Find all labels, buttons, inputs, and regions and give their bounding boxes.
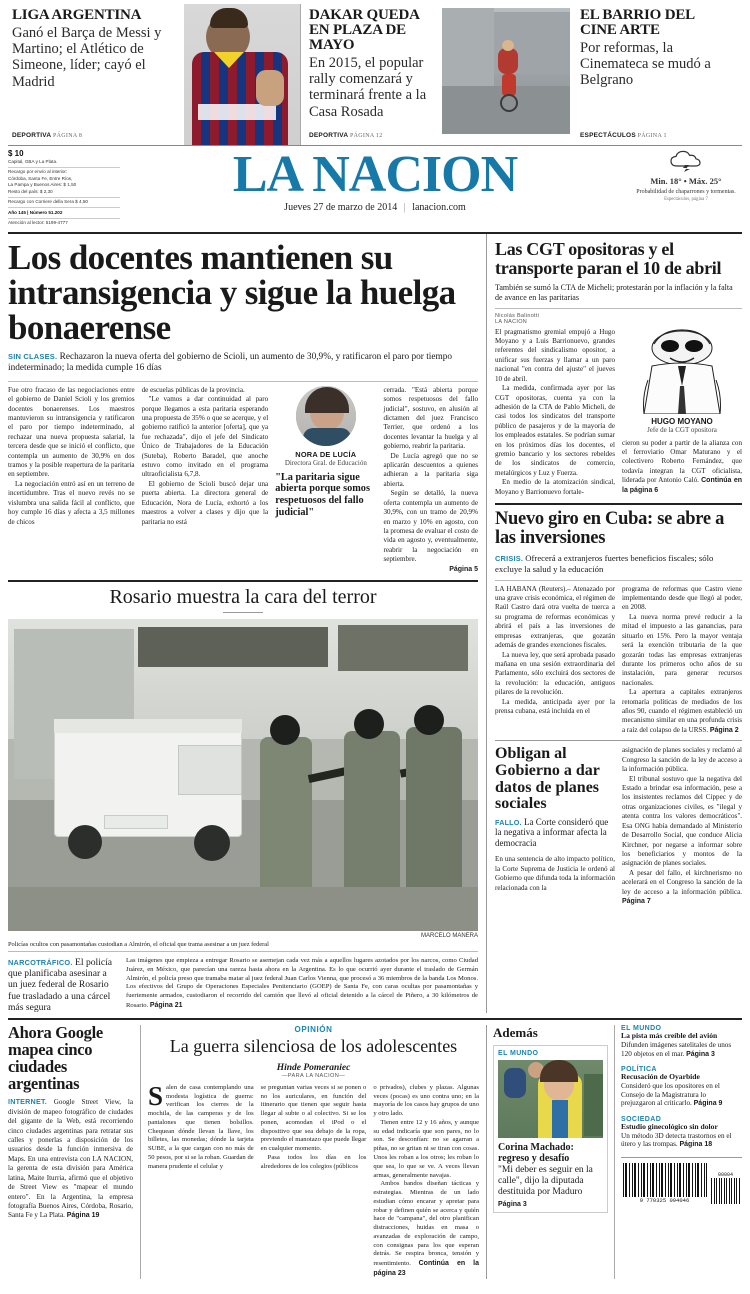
surcharge-line3: Resto del país: $ 2,30 xyxy=(8,188,53,194)
teaser-subtitle: Ganó el Barça de Messi y Martino; el Atlético de Simeone, líder; cayó el Madrid xyxy=(12,25,162,90)
paragraph: LA HABANA (Reuters).– Atenazado por una grave crisis económica, el régimen de Raúl Castro dará otra vuelta de tuerca a su programa de reformas económicas y abrirá el país a las inversiones de empresas extranjeras, que gozarán además de grandes exenciones fiscales. xyxy=(495,584,615,650)
barcode-number: 9 770325 094046 xyxy=(639,1196,690,1204)
paragraph: Tienen entre 12 y 16 años, y aunque su edad indicaría que son pares, no lo son. Se desconfían: no se agarran a piñas, no se gritan ni se tiran con cosas. Unos les roban a los otros; les roban lo que sea, lo que se ve. A veces llevan armas, generalmente navajas. xyxy=(373,1118,480,1179)
barcode-side-number: 00004 xyxy=(717,1171,733,1178)
paragraph: La medida, confirmada ayer por las CGT opositoras, cuenta ya con la adhesión de la CTA de Pablo Micheli, de casi todos los sindicatos del transporte público de pasajeros y de la mayoría de los empleados estatales. Se podrían sumar en los próximos días los docentes, el gremio bancario y los sectores rebeldes de los sindicatos de comercio, metalúrgicos y Luz y Fuerza. xyxy=(495,384,615,477)
opinion-headline[interactable]: La guerra silenciosa de los adolescentes xyxy=(169,1036,458,1057)
paragraph: Según se detalló, la nueva oferta contempla un aumento de 30,9%, con un tramo de 20,9% en marzo y 10% en agosto, con la promesa de evaluar el costo de vida en agosto y, eventualmente, reabrir la negociación en septiembre. xyxy=(383,489,478,564)
paragraph: "Le vamos a dar continuidad al paro porque llegamos a esta paritaria esperando una propuesta de 35% o que se acerque, y el gobierno ratificó la anterior [oferta], que ya fue rechazada", dijo el jefe del Sindicato Único de Trabajadores de la Educación (Suteba), Roberto Baradel, que anoche estuvo como invitado en el programa ultraoficialista 6,7,8. xyxy=(141,395,269,479)
google-page-ref[interactable]: Página 19 xyxy=(66,1212,100,1220)
rosario-headline[interactable]: Rosario muestra la cara del terror xyxy=(109,585,377,608)
teaser-page: PÁGINA 12 xyxy=(350,133,383,139)
paragraph: El pragmatismo gremial empujó a Hugo Moyano y a Luis Barrionuevo, grandes referentes del sindicalismo opositor, a unificar sus fuerzas y llamar a un paro nacional "en contra del ajuste" el jueves 10 de abril. xyxy=(495,327,615,383)
brief-headline: La pista más creíble del avión xyxy=(621,1031,718,1041)
paragraph: programa de reformas que Castro viene implementando desde que llegó al poder, en 2008. xyxy=(622,584,742,612)
portrait-quote: "La paritaria sigue abierta porque somos respetuosos del fallo judicial" xyxy=(275,471,370,518)
opinion-column-2 xyxy=(261,1084,367,1279)
brief-body: Difunden imágenes satelitales de unos 120 objetos en el mar. xyxy=(621,1041,732,1058)
barcode-block xyxy=(621,1157,742,1204)
cuba-deck-text: Ofrecerá a extranjeros fuertes beneficios fiscales; sólo excluye la salud y la educación xyxy=(495,553,714,575)
teaser-cine-arte[interactable] xyxy=(576,4,726,145)
teaser-title: LIGA ARGENTINA xyxy=(12,7,142,23)
lead-headline[interactable]: Los docentes mantienen su intransigencia y sigue la huelga bonaerense xyxy=(8,238,456,347)
planes-page-ref[interactable]: Página 7 xyxy=(622,898,651,906)
brief-section: EL MUNDO xyxy=(621,1025,662,1033)
paragraph: o privados), clubes y plazas. Algunas veces (pocas) es uno contra uno; en la mayoría de los casos hay grupos de uno y otro lado. xyxy=(373,1083,480,1118)
paragraph xyxy=(8,1097,133,1220)
teaser-title: DAKAR QUEDA EN PLAZA DE MAYO xyxy=(309,7,419,53)
nora-de-lucia-box xyxy=(275,386,376,574)
masthead xyxy=(8,146,742,230)
weather-block xyxy=(630,150,742,203)
cover-price: $ 10 xyxy=(8,149,24,158)
cgt-headline[interactable]: Las CGT opositoras y el transporte paran el 10 de abril xyxy=(495,239,722,278)
cartoon-hugo-moyano xyxy=(634,328,730,414)
teaser-dakar[interactable] xyxy=(300,4,436,145)
masthead-center xyxy=(120,146,630,213)
brief-page-ref[interactable]: Página 9 xyxy=(693,1100,723,1108)
brief-body: Un método 3D detecta trastornos en el útero y las trompas. xyxy=(621,1131,732,1149)
surcharge-line1: Córdoba, Santa Fe, Entre Ríos, xyxy=(8,175,73,181)
reader-service: Atención al lector: 5199-4777 xyxy=(8,220,68,226)
paragraph xyxy=(622,688,742,735)
google-headline[interactable]: Ahora Google mapea cinco ciudades argentinas xyxy=(8,1023,103,1093)
teaser-footer xyxy=(580,131,667,139)
brief-page-ref[interactable]: Página 3 xyxy=(686,1050,715,1058)
right-column xyxy=(486,234,742,1013)
planes-right xyxy=(622,746,742,906)
lead-deck-text: Rechazaron la nueva oferta del gobierno de Scioli, un aumento de 30,9%, y ratificaron el paro por tiempo indeterminado; la medida cumple 16 días xyxy=(8,352,453,374)
year-issue: Año 145 | Número 51.202 xyxy=(8,209,63,215)
opinion-author: Hinde Pomeraniec xyxy=(276,1062,351,1073)
brief-headline: Estudio ginecológico sin dolor xyxy=(621,1121,718,1131)
card-subtitle: "Mi deber es seguir en la calle", dijo la diputada destituida por Maduro xyxy=(498,1165,593,1197)
google-body: Google Street View, la división de mapeo fotográfico de ciudades del gigante de la Web, está recorriendo cinco ciudades argentinas para retratar sus calles y ponerlas a disposición de los usuarios desde la función inmersiva de Maps. En una entrevista con LA NACION, la gerenta de esta división para América latina, Maite Iturria, afirmó que el objetivo de Street View es "mapear el mundo entero". En la Argentina, la empresa fotografía Buenos Aires, Córdoba, Rosario, Santa Fe y La Plata. xyxy=(8,1098,133,1220)
cuba-column-1 xyxy=(495,585,615,736)
paragraph: Salen de casa contemplando una modesta logística de guerra: verifican los cierres de la mochila, de las camperas y de los pantalones que tienen bolsillos. Chequean dónde llevan la llave, los billetes, las monedas; dónde la tarjeta SUBE, a la que cargan con no más de 50 pesos, por si se la roban. Guardan de manera prudente el celular y xyxy=(148,1080,254,1170)
paragraph: se preguntan varias veces si se ponen o no los auriculares, en función del itinerario que tienen que seguir hasta llegar al subte o al colectivo. Si se los ponen, acomodan el iPod o el dispositivo que sea debajo de la ropa, previendo el manotazo que puede llegar en cualquier momento. xyxy=(260,1083,367,1153)
paragraph: El tribunal sostuvo que la negativa del Estado a brindar esa información, pese a los insistentes reclamos del Cippec y de otras organizaciones civiles, es "ilegal y atenta contra los valores democráticos". Esa ONG había demandado al Ministerio de Desarrollo Social, que conduce Alicia Kirchner, por negarse a informar sobre los beneficiarios y montos de la asignación de planes sociales. xyxy=(622,774,742,868)
paragraph xyxy=(622,439,742,496)
planes-kicker: FALLO. xyxy=(495,817,522,827)
rosario-lead-text: El policía que planificaba asesinar a un juez federal de Rosario fue trasladado a una cárcel más segura xyxy=(8,956,113,1013)
opinion-body xyxy=(148,1080,480,1279)
surcharge-line2: La Pampa y Buenos Aires: $ 1,50 xyxy=(8,182,77,188)
teaser-section: DEPORTIVA xyxy=(12,132,52,139)
moyano-caricature-icon xyxy=(634,328,730,414)
paragraph: Fue otro fracaso de las negociaciones entre el gobierno de Daniel Scioli y los gremios docentes bonaerenses. Los maestros mantuvieron su intransigencia y ratificaron el paro por tiempo indeterminado, al rechazar una nueva propuesta salarial, la tercera desde que se inició el conflicto, que contempla un aumento de 30,9% en dos tramos y la posible reapertura de la paritaria en septiembre. xyxy=(8,385,135,479)
teaser-subtitle: En 2015, el popular rally comenzará y terminará frente a la Casa Rosada xyxy=(309,55,427,120)
corriere-surcharge: Recargo con Corriere della Sera $ 4,50 xyxy=(8,199,88,205)
weather-temperatures: Min. 18° • Máx. 25° xyxy=(650,176,722,187)
cuba-page-ref[interactable]: Página 2 xyxy=(709,726,739,734)
card-page-ref[interactable]: Página 3 xyxy=(498,1201,527,1209)
card-photo-corina xyxy=(498,1060,603,1138)
brief-text xyxy=(621,1082,742,1109)
logo-la-nacion: LA NACION xyxy=(232,146,518,203)
brief-text xyxy=(621,1132,742,1150)
teaser-page: PÁGINA 8 xyxy=(53,133,83,139)
cuba-column-2 xyxy=(622,585,742,736)
paragraph: Las imágenes que empieza a entregar Rosario se asemejan cada vez más a aquellos lugares azotados por los narcos, como Ciudad Juárez, en México, que parecían una rareza hasta ahora en la Argentina. Es lo que ocurrió ayer durante el traslado de Germán Almirón, el policía preso que tramaba matar al juez federal Juan Carlos Vienna, que procesó a 36 miembros de la banda Los Monos. Los efectivos del Grupo de Operaciones Especiales Penitenciario (GOEP) de Santa Fe, con caras ocultas por pasamontañas y fuertemente armados, custodiaron el recorrido del camión que llevó al oficial detenido a la cárcel de Piñero, a 30 kilómetros de Rosario. xyxy=(126,956,478,1010)
portrait-photo-nora xyxy=(296,386,356,446)
photo-credit: MARCELO MANERA xyxy=(420,932,478,939)
top-teaser-strip xyxy=(8,0,742,146)
byline-org: LA NACION xyxy=(495,318,528,325)
ademas-card[interactable] xyxy=(493,1045,608,1213)
teaser-page: PÁGINA 1 xyxy=(637,133,667,139)
lead-column-2 xyxy=(142,386,269,574)
card-headline: Corina Machado: regreso y desafío xyxy=(498,1142,574,1165)
lead-column-1 xyxy=(8,386,135,574)
brief-section: POLÍTICA xyxy=(621,1066,657,1074)
teaser-section: DEPORTIVA xyxy=(309,132,349,139)
paragraph: De Lucía agregó que no se aplicarán descuentos a quienes adhieran a la paritaria sigа abierta. xyxy=(383,451,478,488)
byline-name: Nicolás Balinotti xyxy=(495,312,540,319)
cuba-article xyxy=(495,503,742,735)
weather-source: Espectáculos, página 7 xyxy=(664,196,708,202)
lead-body xyxy=(8,381,478,574)
paragraph: La negociación entró así en un terreno de incertidumbre. Tras el nuevo revés no se vislumbra una salida fácil al conflicto, que hoy cumple 16 días y afecta a 3,5 millones de chicos xyxy=(8,479,135,526)
price-info-block xyxy=(8,150,120,227)
paragraph-text: La apertura a capitales extranjeros retomaría políticas de mediados de los años 90, cuando el régimen estableció un mecanismo similar en una profunda crisis a raíz del colapso de la URSS. xyxy=(622,688,742,734)
rosario-page-ref[interactable]: Página 21 xyxy=(149,1002,183,1010)
paragraph: La nueva ley, que será aprobada pasado mañana en una sesión extraordinaria del Parlamento, sólo excluirá dos sectores de la revolución: la educación, antiguos pilares de la revolución. xyxy=(495,650,615,697)
cuba-deck xyxy=(495,553,742,579)
planes-deck xyxy=(495,817,615,849)
cuba-kicker: CRISIS. xyxy=(495,554,524,564)
brief-sociedad[interactable] xyxy=(621,1116,742,1150)
brief-politica[interactable] xyxy=(621,1066,742,1109)
teaser-subtitle: Por reformas, la Cinemateca se mudó a Belgrano xyxy=(580,40,711,89)
portrait-role: Directora Gral. de Educación xyxy=(284,458,367,467)
paragraph: Pasa todos los días en los alrededores de los colegios (públicos xyxy=(260,1153,367,1170)
paragraph: de escuelas públicas de la provincia. xyxy=(141,385,245,394)
rosario-lead xyxy=(8,957,118,1013)
paragraph-text: cieron su poder a partir de la alianza con el ferroviario Omar Maturano y el colectivero Roberto Fernández, que todavía integran la CGT oficialista, liderada por Antonio Caló. xyxy=(622,438,742,485)
publication-date: Jueves 27 de marzo de 2014 xyxy=(284,201,398,213)
teaser-title: EL BARRIO DEL CINE ARTE xyxy=(580,7,695,38)
website-url[interactable]: lanacion.com xyxy=(412,201,466,213)
ademas-title: Además xyxy=(493,1025,538,1041)
google-kicker: INTERNET. xyxy=(8,1097,47,1107)
opinion-tag: OPINIÓN xyxy=(294,1025,333,1035)
weather-description: Probabilidad de chaparrones y tormentas. xyxy=(636,188,736,195)
paragraph-text: A pesar del fallo, el kirchnerismo no acelerará en el Congreso la sanción de la ley de acceso a la información pública. xyxy=(622,868,742,896)
planes-headline[interactable]: Obligan al Gobierno a dar datos de planes sociales xyxy=(495,745,600,813)
rosario-under xyxy=(8,952,478,1013)
bottom-strip xyxy=(8,1018,742,1279)
brief-headline: Recusación de Oyarbide xyxy=(621,1072,700,1082)
surcharge-label: Recargo por envío al interior: xyxy=(8,169,68,175)
opinion-continue[interactable]: Continúa en la página 23 xyxy=(373,1260,480,1277)
teaser-photo-cyclist xyxy=(442,8,570,134)
brief-page-ref[interactable]: Página 18 xyxy=(679,1141,713,1149)
cgt-column-1 xyxy=(495,328,615,498)
lead-column-3 xyxy=(383,386,478,574)
teaser-liga-argentina[interactable] xyxy=(8,4,184,145)
paragraph: La medida, anticipada ayer por la prensa cubana, está incluida en el xyxy=(495,697,615,716)
cartoon-role: Jefe de la CGT opositora xyxy=(647,425,717,434)
google-article xyxy=(8,1025,140,1279)
lead-kicker: SIN CLASES. xyxy=(8,352,58,361)
cgt-body xyxy=(495,328,742,498)
ademas-section xyxy=(486,1025,614,1279)
opinion-column-3 xyxy=(373,1084,479,1279)
main-content xyxy=(8,232,742,1013)
teaser-footer xyxy=(12,131,82,139)
lead-page-ref[interactable]: Página 5 xyxy=(449,565,478,573)
rosario-body xyxy=(126,957,478,1013)
paragraph: En una sentencia de alto impacto político, la Corte Suprema de Justicia le ordenó al Gobierno que difunda toda la información relacionada con la xyxy=(495,855,615,892)
paragraph xyxy=(622,869,742,907)
paragraph: La nueva norma prevé reducir a la mitad el impuesto a las ganancias, para situarlo en 15%. Pero la mayor ventaja será la exención tributaria de la que gozarán todas las empresas extranjeras durante los primeros ocho años de su instalación, para generar recursos nacionales. xyxy=(622,612,742,687)
barcode-addon xyxy=(711,1178,741,1204)
rosario-photo xyxy=(8,619,478,931)
brief-section: SOCIEDAD xyxy=(621,1115,662,1123)
price-area: Capital, GBA y La Plata. xyxy=(8,158,58,164)
paragraph: En medio de la atomización sindical, Moyano y Barrionuevo fortale- xyxy=(495,478,615,496)
briefs-column xyxy=(614,1025,742,1279)
portrait-name: NORA DE LUCÍA xyxy=(295,449,357,459)
planes-left xyxy=(495,746,615,906)
cgt-column-2 xyxy=(622,328,742,498)
teaser-footer xyxy=(309,131,383,139)
opinion-column-1 xyxy=(148,1080,254,1279)
teaser-section: ESPECTÁCULOS xyxy=(580,132,636,139)
brief-text xyxy=(621,1041,742,1059)
opinion-for: —PARA LA NACION— xyxy=(281,1072,346,1079)
cartoon-name: HUGO MOYANO xyxy=(651,416,713,426)
photo-caption: Policías ocultos con pasamontañas custodian a Almirón, el oficial que trama asesinar a un juez federal xyxy=(8,939,478,952)
lead-deck xyxy=(8,352,478,379)
paragraph: cerrada. "Está abierta porque somos respetuosos del fallo judicial", sostuvo, en alusión al dictamen del juez Francisco Terrier, que ordenó a los docentes levantar la huelga y al gobierno, reabrir la paritaria. xyxy=(383,385,478,451)
teaser-photo-messi xyxy=(184,4,300,145)
rosario-article xyxy=(8,580,478,1013)
paragraph: El gobierno de Scioli buscó dejar una puerta abierta. La directora general de Educación, Nora de Lucía, exhortó a los maestros a volver a clases y dijo que la paritaria no está xyxy=(141,479,269,526)
card-section: EL MUNDO xyxy=(498,1050,539,1058)
paragraph-text: Ambos bandos diseñan tácticas y estrategias. Mientras de un lado estudian cómo encarar y apretar para robar y definen quién se acerca y quién hace de "campana", del otro planifican distracciones, huidas en masa o avanzadas de exploración de campo, con consignas para los que esperan detrás. Se respira bronca, tensión y resentimiento. xyxy=(373,1180,480,1268)
left-column xyxy=(8,234,486,1013)
opinion-article xyxy=(140,1025,486,1279)
planes-article xyxy=(495,740,742,906)
cuba-body xyxy=(495,580,742,736)
dateline: Jueves 27 de marzo de 2014 | lanacion.com xyxy=(284,201,466,213)
brief-body: Consideró que los opositores en el Consejo de la Magistratura lo prejuzgaron al criticarlo. xyxy=(621,1082,720,1108)
barcode-main xyxy=(623,1163,707,1197)
cgt-byline xyxy=(495,313,742,325)
storm-cloud-icon xyxy=(669,150,703,172)
rosario-kicker: NARCOTRÁFICO. xyxy=(8,957,73,967)
cgt-continue[interactable]: Continúa en la página 6 xyxy=(622,477,742,494)
cgt-deck: También se sumó la CTA de Micheli; protestarán por la inflación y la falta de avance en las paritarias xyxy=(495,283,733,302)
cuba-headline[interactable]: Nuevo giro en Cuba: se abre a las inversiones xyxy=(495,509,725,549)
paragraph xyxy=(373,1180,479,1278)
planes-deck-text: La Corte consideró que la negativa a informar afecta la democracia xyxy=(495,816,609,848)
brief-el-mundo[interactable] xyxy=(621,1025,742,1059)
paragraph: asignación de planes sociales y reclamó al Congreso la sanción de la ley de acceso a la información pública. xyxy=(622,746,742,774)
